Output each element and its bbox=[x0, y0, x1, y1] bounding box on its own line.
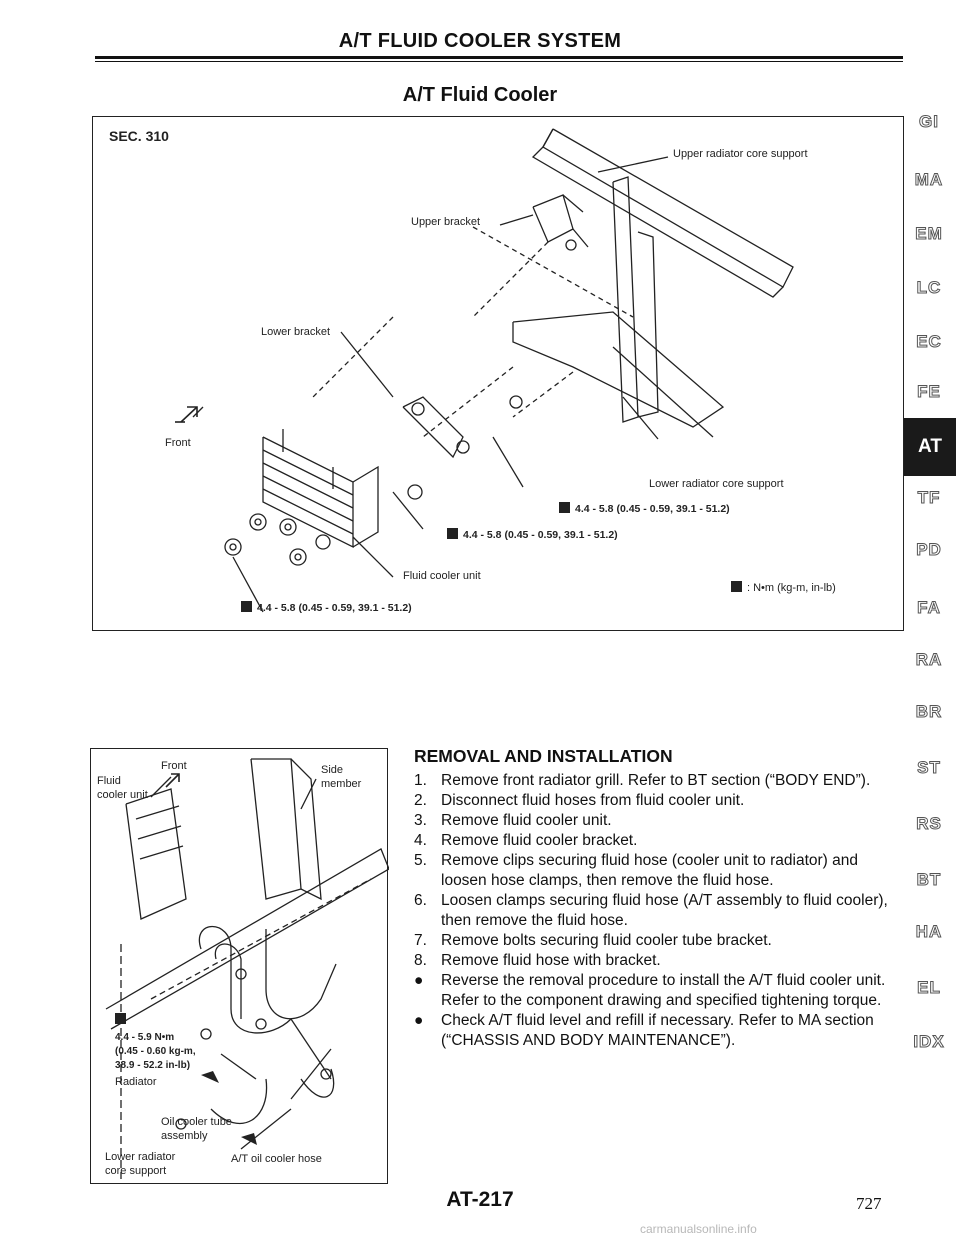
section-tab-tf[interactable]: TF bbox=[917, 488, 941, 507]
label-upper-bracket: Upper bracket bbox=[411, 216, 481, 228]
step-text: Remove clips securing fluid hose (cooler unit to radiator) and loosen hose clamps, then remove the fluid hose. bbox=[441, 852, 858, 889]
section-subtitle: A/T Fluid Cooler bbox=[402, 84, 558, 106]
step-marker: 7. bbox=[414, 932, 427, 949]
label-core-support: core support bbox=[105, 1165, 167, 1177]
step-text: Remove front radiator grill. Refer to BT section (“BODY END”). bbox=[441, 772, 871, 789]
bullet-marker: ● bbox=[414, 972, 424, 989]
removal-installation-section bbox=[414, 746, 904, 1051]
step-text: Remove bolts securing fluid cooler tube bracket. bbox=[441, 932, 772, 949]
hose-routing-svg bbox=[91, 749, 389, 1185]
section-tab-em[interactable]: EM bbox=[915, 224, 943, 243]
procedure-step bbox=[414, 851, 904, 891]
section-tab-at-active[interactable]: AT bbox=[904, 418, 956, 476]
label-cooler-unit: cooler unit bbox=[97, 789, 148, 801]
torque-icon bbox=[115, 1013, 126, 1024]
procedure-heading: REMOVAL AND INSTALLATION bbox=[414, 746, 673, 766]
section-tab-bt[interactable]: BT bbox=[916, 870, 942, 889]
procedure-step bbox=[414, 891, 904, 931]
step-marker: 6. bbox=[414, 892, 427, 909]
procedure-step bbox=[414, 791, 904, 811]
section-tab-br[interactable]: BR bbox=[915, 702, 943, 721]
radiator-arrow-icon bbox=[201, 1071, 219, 1083]
step-text: Disconnect fluid hoses from fluid cooler unit. bbox=[441, 792, 745, 809]
torque-spec-2: 4.4 - 5.8 (0.45 - 0.59, 39.1 - 51.2) bbox=[463, 529, 618, 541]
section-tab-ra[interactable]: RA bbox=[915, 650, 943, 669]
label-assembly: assembly bbox=[161, 1130, 208, 1142]
procedure-step bbox=[414, 771, 904, 791]
procedure-step bbox=[414, 951, 904, 971]
step-text: Remove fluid cooler bracket. bbox=[441, 832, 638, 849]
cooler-exploded-diagram bbox=[92, 116, 904, 631]
label-fluid-cooler-unit: Fluid cooler unit bbox=[403, 570, 481, 582]
step-text: Remove fluid cooler unit. bbox=[441, 812, 612, 829]
label-oil-cooler-tube: Oil cooler tube bbox=[161, 1116, 232, 1128]
section-tab-lc[interactable]: LC bbox=[916, 278, 942, 297]
label-front: Front bbox=[161, 760, 187, 772]
procedure-step bbox=[414, 931, 904, 951]
step-marker: 2. bbox=[414, 792, 427, 809]
step-text: Loosen clamps securing fluid hose (A/T assembly to fluid cooler), then remove the fluid hose. bbox=[441, 892, 888, 929]
label-member: member bbox=[321, 778, 362, 790]
watermark: carmanualsonline.info bbox=[640, 1222, 757, 1236]
section-tab-st[interactable]: ST bbox=[917, 758, 941, 777]
label-radiator: Radiator bbox=[115, 1076, 157, 1088]
section-tab-idx[interactable]: IDX bbox=[913, 1032, 945, 1051]
page-title: A/T FLUID COOLER SYSTEM bbox=[338, 30, 622, 52]
section-tab-fa[interactable]: FA bbox=[917, 598, 941, 617]
cooler-exploded-svg bbox=[93, 117, 905, 632]
section-tab-pd[interactable]: PD bbox=[916, 540, 942, 559]
label-lower-radiator-core-support: Lower radiator core support bbox=[649, 478, 784, 490]
step-marker: 5. bbox=[414, 852, 427, 869]
procedure-step bbox=[414, 831, 904, 851]
label-at-oil-cooler-hose: A/T oil cooler hose bbox=[231, 1153, 322, 1165]
section-number: SEC. 310 bbox=[109, 128, 169, 144]
section-tab-ma[interactable]: MA bbox=[914, 170, 944, 189]
label-side: Side bbox=[321, 764, 344, 776]
section-tab-gi[interactable]: GI bbox=[919, 112, 939, 131]
section-tab-ha[interactable]: HA bbox=[915, 922, 943, 941]
procedure-bullet bbox=[414, 971, 904, 1011]
step-text: Reverse the removal procedure to install the A/T fluid cooler unit. Refer to the component drawing and specified tightening torque. bbox=[441, 972, 886, 1009]
step-text: Check A/T fluid level and refill if necessary. Refer to MA section (“CHASSIS AND BODY MAINTENANCE”). bbox=[441, 1012, 874, 1049]
page-number: 727 bbox=[856, 1194, 882, 1213]
torque-line-1: 4.4 - 5.9 N•m bbox=[115, 1032, 175, 1043]
procedure-bullet bbox=[414, 1011, 904, 1051]
torque-line-3: 38.9 - 52.2 in-lb) bbox=[115, 1060, 191, 1071]
torque-units-legend: : N•m (kg-m, in-lb) bbox=[747, 582, 836, 594]
hose-routing-diagram bbox=[90, 748, 388, 1184]
torque-spec-1: 4.4 - 5.8 (0.45 - 0.59, 39.1 - 51.2) bbox=[575, 503, 730, 515]
step-marker: 4. bbox=[414, 832, 427, 849]
section-tab-el[interactable]: EL bbox=[917, 978, 941, 997]
front-arrow-icon bbox=[175, 407, 197, 422]
section-tab-rs[interactable]: RS bbox=[916, 814, 942, 833]
step-text: Remove fluid hose with bracket. bbox=[441, 952, 661, 969]
title-rule-thin bbox=[95, 61, 903, 62]
torque-icon bbox=[241, 502, 742, 612]
page-code: AT-217 bbox=[446, 1188, 514, 1211]
section-tab-fe[interactable]: FE bbox=[917, 382, 941, 401]
step-marker: 8. bbox=[414, 952, 427, 969]
bullet-marker: ● bbox=[414, 1012, 424, 1029]
section-tab-ec[interactable]: EC bbox=[916, 332, 942, 351]
torque-line-2: (0.45 - 0.60 kg-m, bbox=[115, 1046, 196, 1057]
label-front: Front bbox=[165, 437, 191, 449]
label-fluid: Fluid bbox=[97, 775, 121, 787]
step-marker: 1. bbox=[414, 772, 427, 789]
step-marker: 3. bbox=[414, 812, 427, 829]
label-upper-radiator-core-support: Upper radiator core support bbox=[673, 148, 808, 160]
torque-spec-3: 4.4 - 5.8 (0.45 - 0.59, 39.1 - 51.2) bbox=[257, 602, 412, 614]
procedure-step bbox=[414, 811, 904, 831]
label-lower-radiator: Lower radiator bbox=[105, 1151, 176, 1163]
title-rule bbox=[95, 56, 903, 59]
label-lower-bracket: Lower bracket bbox=[261, 326, 331, 338]
